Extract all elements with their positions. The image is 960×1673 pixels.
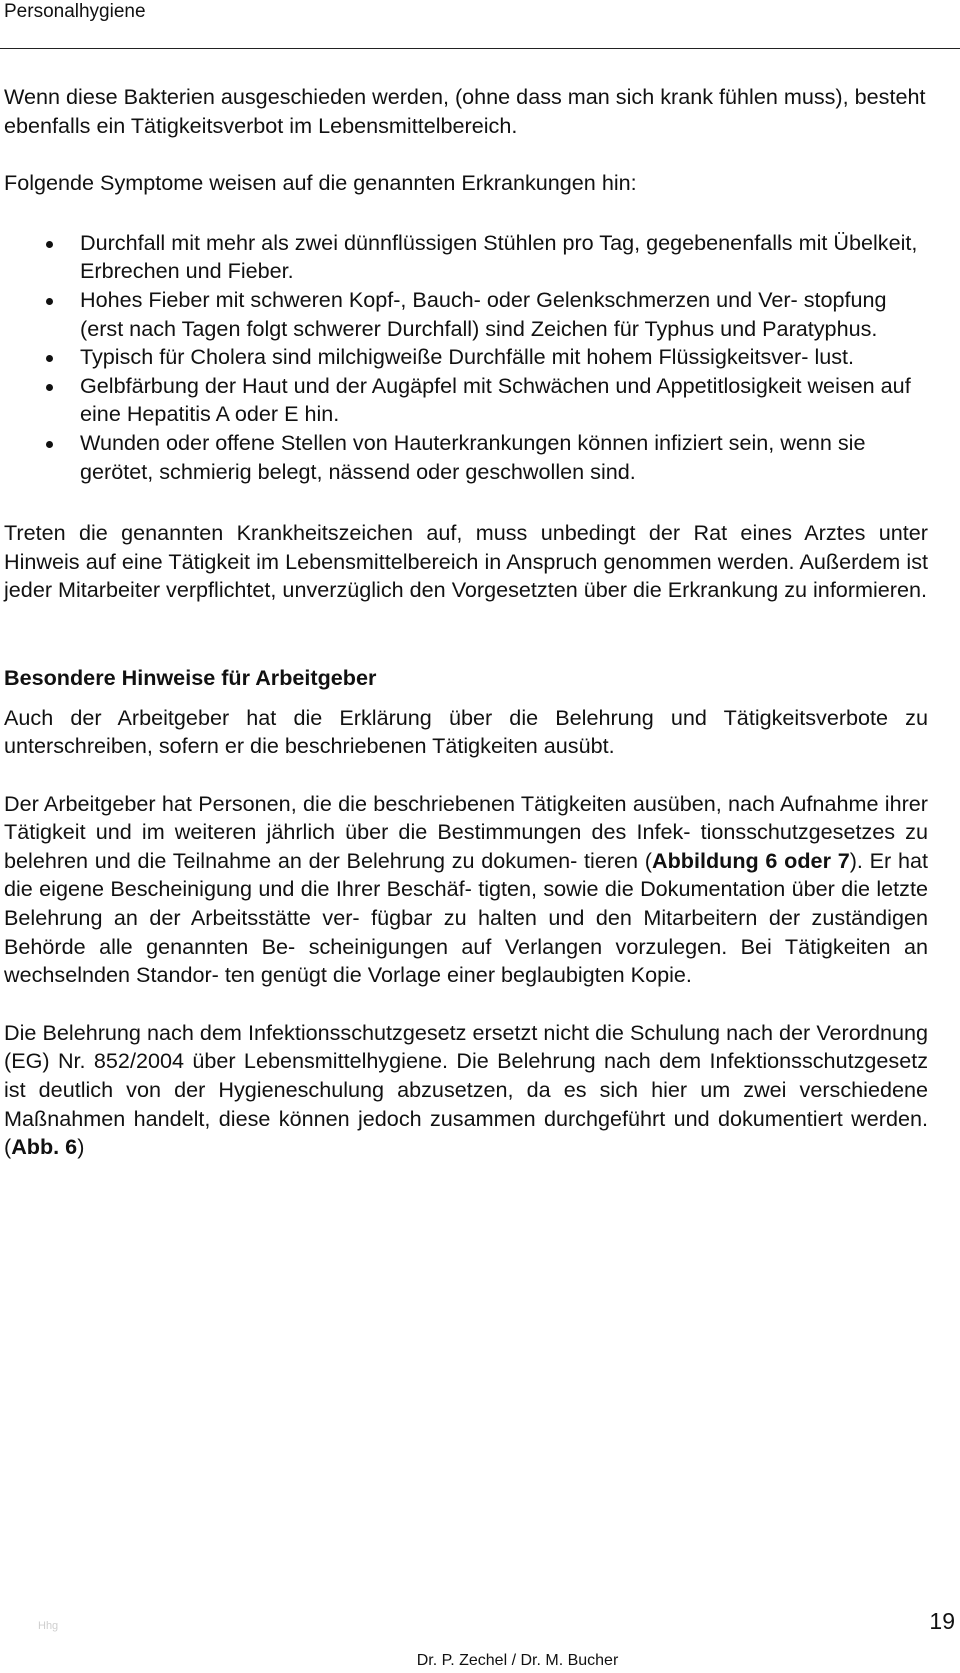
paragraph-hygiene-training: Die Belehrung nach dem Infektionsschutzgesetz ersetzt nicht die Schulung nach der Verordnung (EG) Nr. 852/2004 über Lebensmittelhygiene. Die Belehrung nach dem Infektionsschutzgesetz ist deutlich von der Hygieneschulung abzusetzen, da es sich hier um zwei verschiedene Maßnahmen handelt, diese können jedoch zusammen durchgeführt und dokumentiert werden. (Abb. 6)	[4, 1019, 928, 1160]
section-heading: Besondere Hinweise für Arbeitgeber	[4, 664, 377, 690]
footer-stamp: Hhg	[38, 1620, 59, 1632]
figure-reference: Abb. 6	[11, 1134, 78, 1160]
bullet-icon	[46, 384, 53, 391]
paragraph-employer-declaration: Auch der Arbeitgeber hat die Erklärung über die Belehrung und Tätigkeitsverbote zu unterschreiben, sofern er die beschriebenen Tätigkeiten ausübt.	[4, 704, 928, 759]
paragraph-employer-duties: Der Arbeitgeber hat Personen, die die beschriebenen Tätigkeiten ausüben, nach Aufnahme ihrer Tätigkeit und im weiteren jährlich über die Bestimmungen des Infek- tionsschutzgesetzes zu belehren und die Teilnahme an der Belehrung zu dokumen- tieren (Abbildung 6 oder 7). Er hat die eigene Bescheinigung und die Ihrer Beschäf- tigten, sowie die Dokumentation über die letzte Belehrung an der Arbeitsstätte ver- fügbar zu halten und den Mitarbeitern der zuständigen Behörde alle genannten Be- scheinigungen auf Verlangen vorzulegen. Bei Tätigkeiten an wechselnden Standor- ten genügt die Vorlage einer beglaubigten Kopie.	[4, 790, 928, 988]
bullet-icon	[46, 355, 53, 362]
bullet-icon	[46, 241, 53, 248]
paragraph-doctor-advice: Treten die genannten Krankheitszeichen auf, muss unbedingt der Rat eines Arztes unter Hinweis auf eine Tätigkeit im Lebensmittelbereich in Anspruch genommen werden. Außerdem ist jeder Mitarbeiter verpflichtet, unverzüglich den Vorgesetzten über die Erkrankung zu informieren.	[4, 520, 928, 603]
footer-authors: Dr. P. Zechel / Dr. M. Bucher	[416, 1652, 619, 1669]
figure-reference: Abbildung 6 oder 7	[651, 847, 850, 873]
list-item: Typisch für Cholera sind milchigweiße Durchfälle mit hohem Flüssigkeitsver- lust.	[4, 343, 928, 372]
list-item: Wunden oder offene Stellen von Hauterkrankungen können infiziert sein, wenn sie gerötet, schmierig belegt, nässend oder geschwollen sind.	[4, 429, 928, 486]
header-title: Personalhygiene	[4, 1, 146, 22]
page-number: 19	[929, 1608, 955, 1634]
list-item: Hohes Fieber mit schweren Kopf-, Bauch- oder Gelenkschmerzen und Ver- stopfung (erst nach Tagen folgt schwerer Durchfall) sind Zeichen für Typhus und Paratyphus.	[4, 286, 928, 343]
page-header	[0, 0, 960, 49]
symptom-list	[4, 229, 928, 486]
paragraph-bacteria: Wenn diese Bakterien ausgeschieden werden, (ohne dass man sich krank fühlen muss), besteht ebenfalls ein Tätigkeitsverbot im Lebensmittelbereich.	[4, 84, 926, 138]
list-item: Durchfall mit mehr als zwei dünnflüssigen Stühlen pro Tag, gegebenenfalls mit Übelkeit, Erbrechen und Fieber.	[4, 229, 928, 286]
list-item: Gelbfärbung der Haut und der Augäpfel mit Schwächen und Appetitlosigkeit weisen auf eine Hepatitis A oder E hin.	[4, 372, 928, 429]
bullet-icon	[46, 441, 53, 448]
document-body	[4, 83, 928, 1162]
paragraph-symptoms-intro: Folgende Symptome weisen auf die genannten Erkrankungen hin:	[4, 170, 637, 196]
bullet-icon	[46, 298, 53, 305]
